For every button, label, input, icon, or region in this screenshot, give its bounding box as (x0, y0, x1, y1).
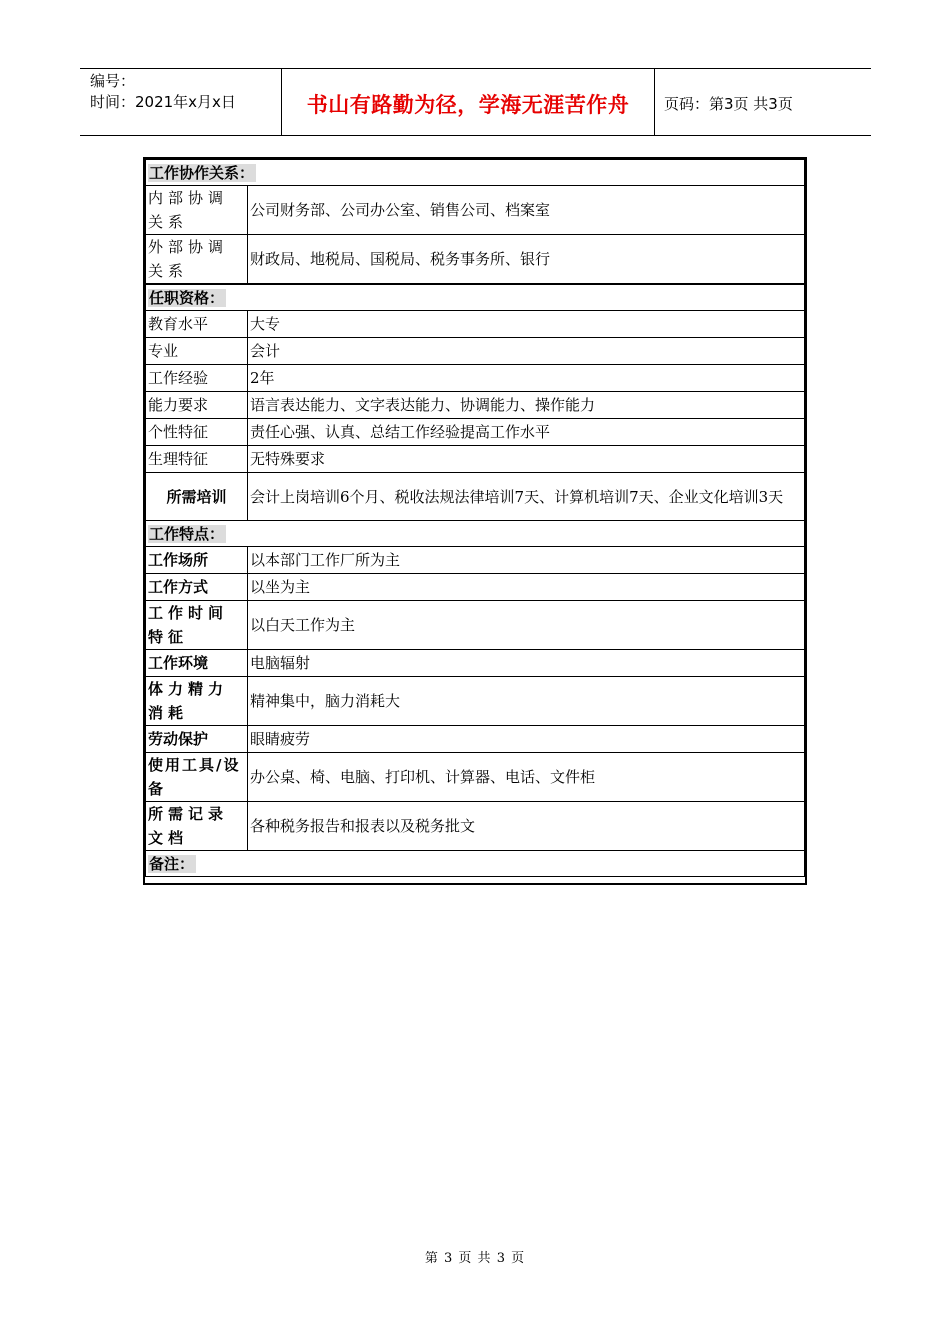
row-label: 专业 (146, 338, 248, 365)
job-description-table (145, 159, 805, 877)
table-row (146, 601, 805, 650)
row-value: 眼睛疲劳 (248, 726, 805, 753)
table-row (146, 392, 805, 419)
header-meta (90, 71, 236, 113)
table-row (146, 235, 805, 285)
table-row (146, 186, 805, 235)
table-row (146, 802, 805, 851)
header-motto: 书山有路勤为径，学海无涯苦作舟 (306, 93, 630, 117)
row-value: 以白天工作为主 (248, 601, 805, 650)
row-label: 工作经验 (146, 365, 248, 392)
row-label: 所需培训 (146, 473, 248, 521)
row-label: 工作环境 (146, 650, 248, 677)
row-label: 内部协调关系 (146, 186, 248, 235)
page-header (80, 68, 871, 136)
row-value: 大专 (248, 311, 805, 338)
row-label: 教育水平 (146, 311, 248, 338)
row-label: 能力要求 (146, 392, 248, 419)
row-value: 以坐为主 (248, 574, 805, 601)
row-label: 体力精力消耗 (146, 677, 248, 726)
table-row (146, 677, 805, 726)
row-label: 个性特征 (146, 419, 248, 446)
table-row (146, 726, 805, 753)
section-title: 任职资格： (149, 288, 225, 307)
row-label: 工作方式 (146, 574, 248, 601)
table-row (146, 574, 805, 601)
row-value: 电脑辐射 (248, 650, 805, 677)
row-value: 语言表达能力、文字表达能力、协调能力、操作能力 (248, 392, 805, 419)
row-value: 会计 (248, 338, 805, 365)
row-value: 2年 (248, 365, 805, 392)
table-row (146, 338, 805, 365)
table-row (146, 365, 805, 392)
row-value: 精神集中，脑力消耗大 (248, 677, 805, 726)
table-row (146, 311, 805, 338)
row-label: 使用工具/设备 (146, 753, 248, 802)
header-page-label: 页码：第3页 共3页 (664, 95, 793, 113)
section-header-remarks (146, 851, 805, 877)
row-value: 公司财务部、公司办公室、销售公司、档案室 (248, 186, 805, 235)
row-label: 劳动保护 (146, 726, 248, 753)
table-row (146, 753, 805, 802)
table-row (146, 650, 805, 677)
row-label: 工作场所 (146, 547, 248, 574)
header-number-label: 编号： (90, 72, 136, 90)
section-header-qualifications (146, 284, 805, 311)
row-label: 外部协调关系 (146, 235, 248, 285)
row-label: 工作时间特征 (146, 601, 248, 650)
row-value: 各种税务报告和报表以及税务批文 (248, 802, 805, 851)
table-row (146, 473, 805, 521)
row-label: 生理特征 (146, 446, 248, 473)
section-title: 备注： (149, 854, 195, 873)
table-row (146, 419, 805, 446)
row-value: 办公桌、椅、电脑、打印机、计算器、电话、文件柜 (248, 753, 805, 802)
row-value: 会计上岗培训6个月、税收法规法律培训7天、计算机培训7天、企业文化培训3天 (248, 473, 805, 521)
section-header-collaboration (146, 160, 805, 186)
row-value: 财政局、地税局、国税局、税务事务所、银行 (248, 235, 805, 285)
section-title: 工作协作关系： (149, 163, 255, 182)
header-date-label: 时间：2021年x月x日 (90, 93, 236, 111)
section-header-features (146, 521, 805, 547)
row-value: 以本部门工作厂所为主 (248, 547, 805, 574)
row-value: 责任心强、认真、总结工作经验提高工作水平 (248, 419, 805, 446)
section-title: 工作特点： (149, 524, 225, 543)
row-value: 无特殊要求 (248, 446, 805, 473)
header-divider (654, 69, 655, 135)
row-label: 所需记录文档 (146, 802, 248, 851)
page-footer: 第 3 页 共 3 页 (424, 1251, 526, 1266)
table-row (146, 446, 805, 473)
table-row (146, 547, 805, 574)
